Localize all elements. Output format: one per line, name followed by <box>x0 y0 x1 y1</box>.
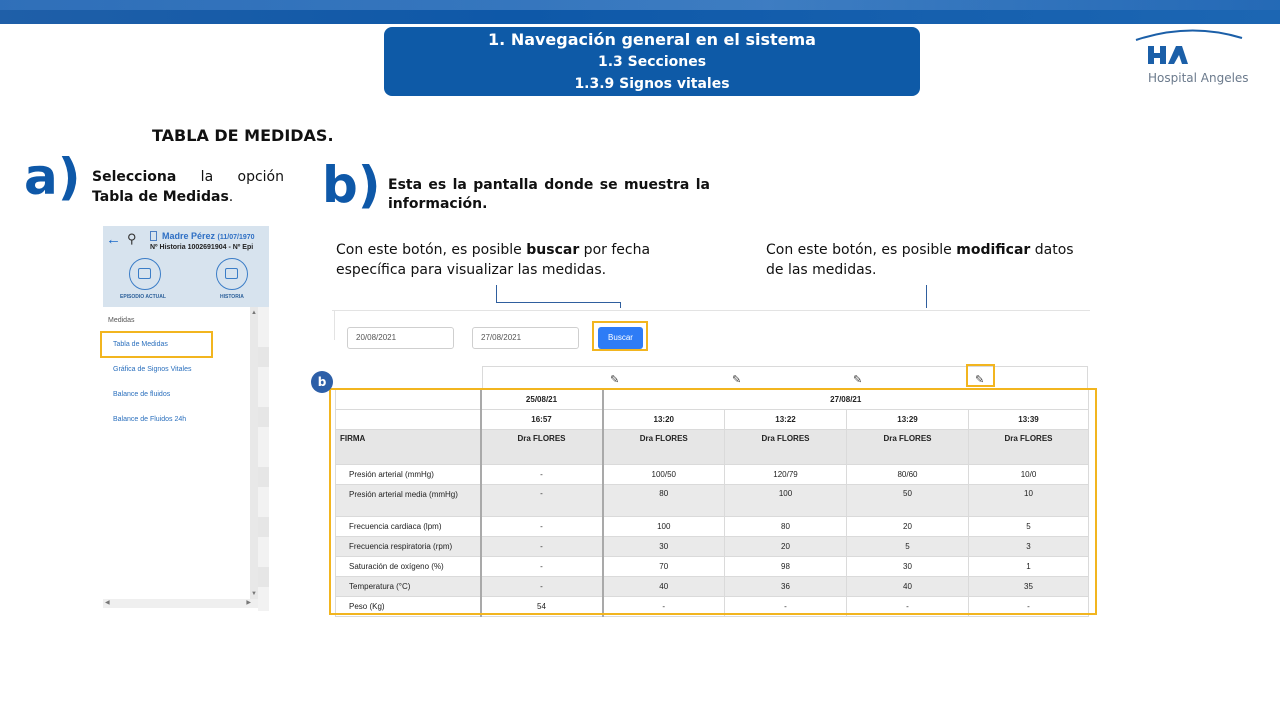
firma-label: FIRMA <box>336 430 481 465</box>
time-cell: 13:29 <box>847 410 969 430</box>
time-cell: 13:39 <box>969 410 1089 430</box>
search-button[interactable]: Buscar <box>598 327 643 349</box>
highlight-edit-icon <box>966 364 995 387</box>
table-row: Peso (Kg) 54 - - - - <box>336 597 1089 617</box>
history-button-label[interactable]: HISTORIA <box>220 294 244 300</box>
note-search-post: por fecha específica para visualizar las medidas. <box>336 242 651 278</box>
patient-dob: (11/07/1970 <box>217 234 255 241</box>
highlight-tabla-medidas <box>100 331 213 358</box>
note-search-pre: Con este botón, es posible <box>336 242 527 258</box>
horizontal-scrollbar[interactable]: ◀ ▶ <box>103 599 258 608</box>
header-line-3: 1.3.9 Signos vitales <box>574 76 730 92</box>
date-cell: 25/08/21 <box>481 390 603 410</box>
lightbulb-icon[interactable]: ⚲ <box>127 231 137 246</box>
sidebar-item-balance-24h[interactable]: Balance de Fluidos 24h <box>113 416 187 423</box>
sidebar-item-balance[interactable]: Balance de fluidos <box>113 391 171 398</box>
episode-button-label[interactable]: EPISODIO ACTUAL <box>120 294 166 300</box>
logo-text: Hospital Angeles <box>1148 71 1249 85</box>
table-row: Presión arterial media (mmHg) - 80 100 50 10 <box>336 485 1089 517</box>
table-row: Saturación de oxígeno (%) - 70 98 30 1 <box>336 557 1089 577</box>
document-icon <box>150 231 157 241</box>
patient-name <box>162 231 255 241</box>
table-row: Temperatura (°C) - 40 36 40 35 <box>336 577 1089 597</box>
patient-history-number: Nº Historia 1002691904 - Nº Epi <box>150 244 254 251</box>
logo-arc <box>1134 26 1246 46</box>
hospital-logo <box>1134 26 1249 88</box>
panel-a-screenshot <box>103 226 269 611</box>
header-line-1: 1. Navegación general en el sistema <box>488 30 816 49</box>
step-a-end: . <box>228 189 234 205</box>
step-b-letter: b) <box>322 156 381 214</box>
time-cell: 13:22 <box>725 410 847 430</box>
firma-cell: Dra FLORES <box>725 430 847 465</box>
logo-mark-icon <box>1148 44 1188 66</box>
step-a-bold-2: Tabla de Medidas <box>92 189 229 205</box>
date-from-input[interactable]: 20/08/2021 <box>347 327 454 349</box>
badge-b: b <box>311 371 333 393</box>
episode-icon[interactable] <box>129 258 161 290</box>
note-edit-pre: Con este botón, es posible <box>766 242 957 258</box>
section-title: TABLA DE MEDIDAS. <box>152 126 334 145</box>
step-a-description <box>92 167 284 207</box>
step-a-bold-1: Selecciona <box>92 169 177 185</box>
date-to-input[interactable]: 27/08/2021 <box>472 327 579 349</box>
header-title-box <box>384 27 920 96</box>
edit-row <box>482 366 1088 388</box>
side-strip <box>258 307 269 611</box>
table-row: Frecuencia respiratoria (rpm) - 30 20 5 3 <box>336 537 1089 557</box>
connector-search-v1 <box>496 285 497 303</box>
edit-icon[interactable]: ✎ <box>610 374 620 386</box>
sidebar-section-label: Medidas <box>108 317 135 324</box>
note-edit-bold: modificar <box>956 242 1031 258</box>
sidebar-scrollbar[interactable]: ▲ ▼ <box>250 307 258 599</box>
sidebar-item-tabla-medidas[interactable]: Tabla de Medidas <box>113 341 168 348</box>
edit-icon[interactable]: ✎ <box>975 374 985 386</box>
firma-cell: Dra FLORES <box>847 430 969 465</box>
table-row: Frecuencia cardiaca (lpm) - 100 80 20 5 <box>336 517 1089 537</box>
firma-cell: Dra FLORES <box>969 430 1089 465</box>
date-cell: 27/08/21 <box>603 390 1089 410</box>
step-b-description: Esta es la pantalla donde se muestra la información. <box>388 177 710 212</box>
firma-cell: Dra FLORES <box>603 430 725 465</box>
time-cell: 16:57 <box>481 410 603 430</box>
highlight-search-button <box>592 321 648 351</box>
history-icon[interactable] <box>216 258 248 290</box>
edit-icon[interactable]: ✎ <box>853 374 863 386</box>
step-a-letter: a) <box>24 148 81 206</box>
step-a-mid: la opción <box>176 169 284 185</box>
top-banner-highlight <box>0 0 1280 10</box>
patient-name-text: Madre Pérez <box>162 231 216 241</box>
firma-cell: Dra FLORES <box>481 430 603 465</box>
sidebar-item-grafica[interactable]: Gráfica de Signos Vitales <box>113 366 192 373</box>
table-row: Presión arterial (mmHg) - 100/50 120/79 80/60 10/0 <box>336 465 1089 485</box>
header-line-2: 1.3 Secciones <box>597 54 707 70</box>
time-cell: 13:20 <box>603 410 725 430</box>
note-edit-post: datos de las medidas. <box>766 242 1074 278</box>
connector-search-h <box>496 302 621 303</box>
highlight-table <box>329 388 1097 615</box>
note-edit <box>766 240 1088 280</box>
patient-header <box>103 226 269 307</box>
note-search <box>336 240 676 280</box>
back-arrow-icon[interactable]: ← <box>106 231 121 248</box>
note-search-bold: buscar <box>526 242 580 258</box>
edit-icon[interactable]: ✎ <box>732 374 742 386</box>
